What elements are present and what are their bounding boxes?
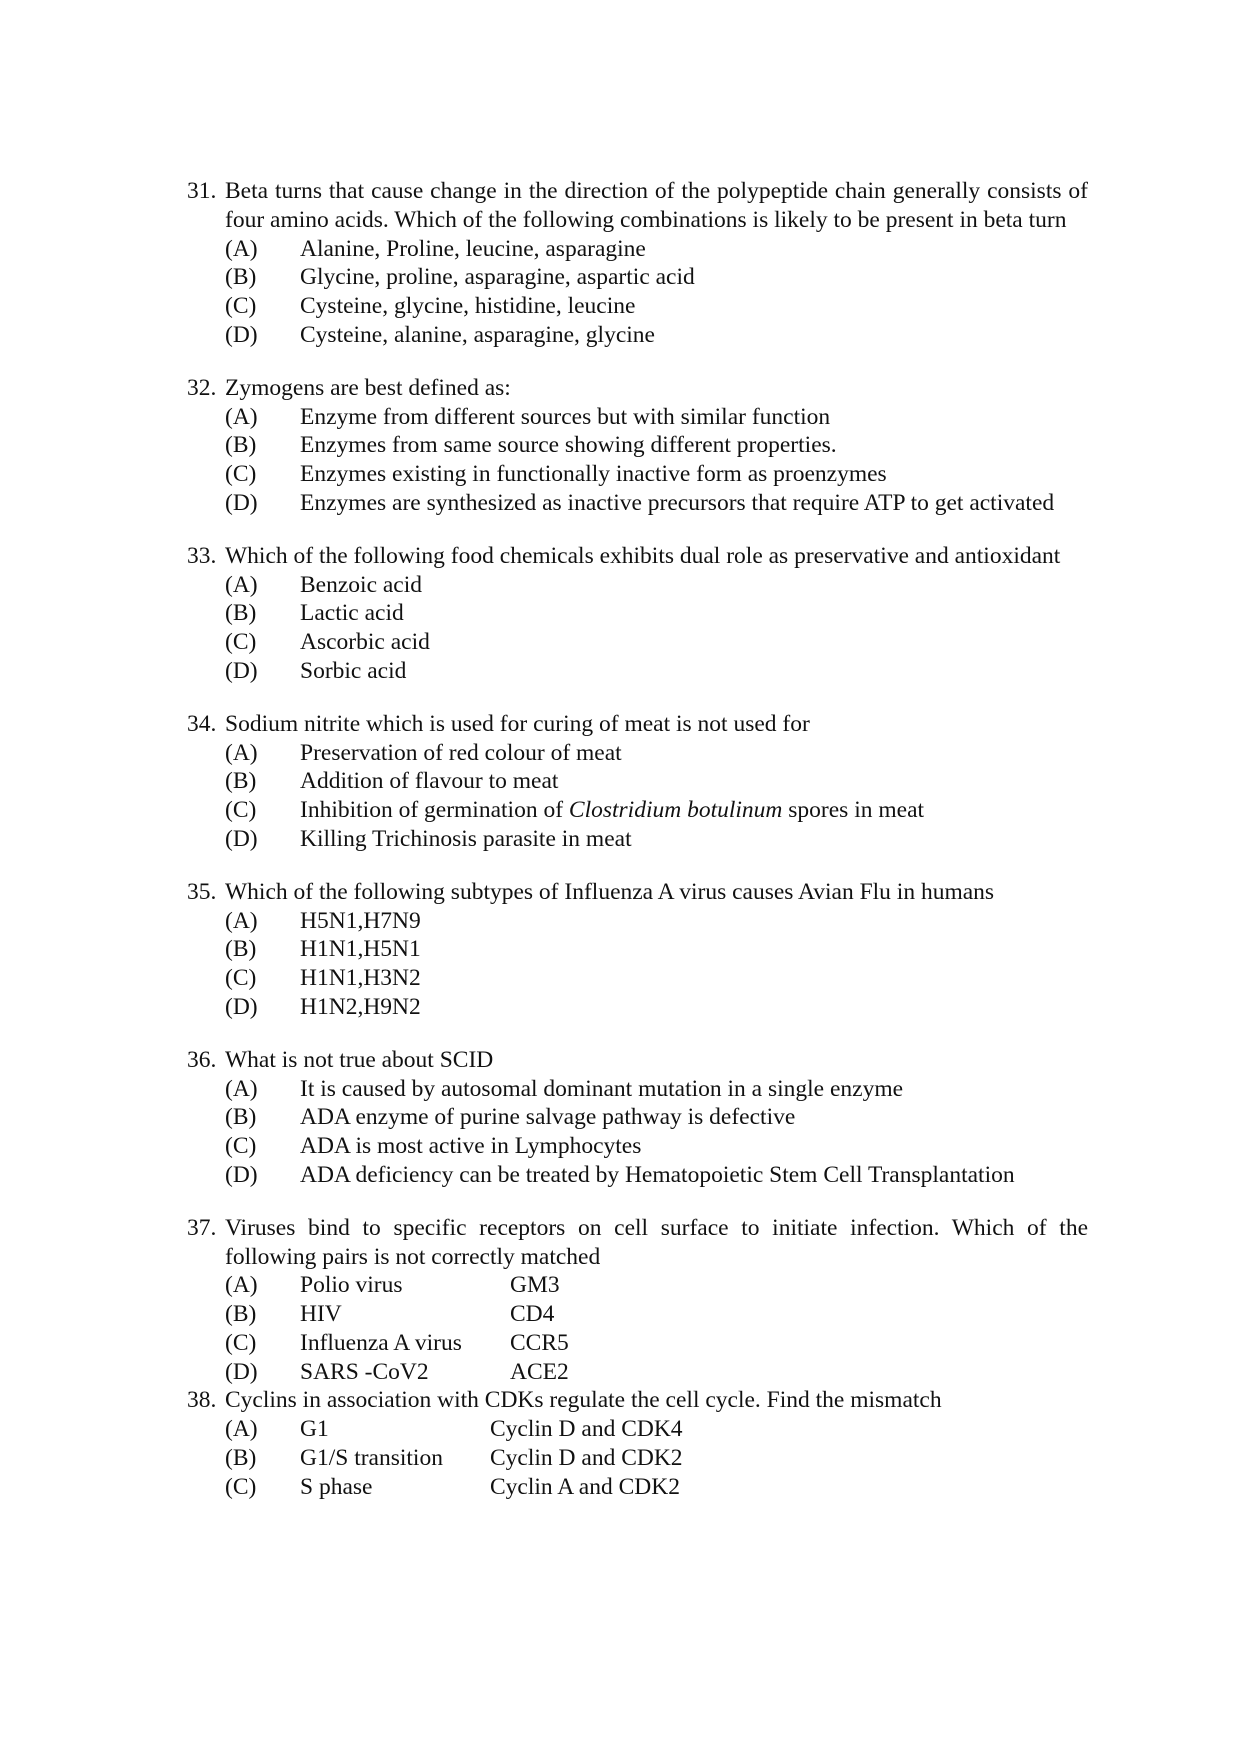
option-text xyxy=(300,1415,683,1444)
option-label: (D) xyxy=(225,825,258,852)
question-37 xyxy=(187,1214,1088,1387)
option-b xyxy=(187,431,1088,460)
question-number: 37. xyxy=(187,1214,217,1241)
option-text: Enzymes existing in functionally inactive form as proenzymes xyxy=(300,461,887,488)
option-a xyxy=(187,1415,1088,1444)
receptor-name: CCR5 xyxy=(510,1329,569,1356)
option-c xyxy=(187,628,1088,657)
option-text: Benzoic acid xyxy=(300,571,423,598)
option-text: Cysteine, glycine, histidine, leucine xyxy=(300,293,636,320)
option-text: Enzymes from same source showing different properties. xyxy=(300,432,837,459)
option-text xyxy=(300,1329,569,1358)
cyclin-cdk: Cyclin D and CDK2 xyxy=(490,1445,683,1472)
option-label: (A) xyxy=(225,403,258,430)
option-d xyxy=(187,489,1088,518)
option-label: (A) xyxy=(225,1416,258,1443)
option-text: Ascorbic acid xyxy=(300,629,430,656)
question-stem: Beta turns that cause change in the direction of the polypeptide chain generally consists of four amino acids. Which of the following combinations is likely to be present in beta turn xyxy=(225,178,1088,233)
option-label: (D) xyxy=(225,657,258,684)
option-label: (B) xyxy=(225,264,257,291)
receptor-name: ACE2 xyxy=(510,1358,569,1385)
option-text: Preservation of red colour of meat xyxy=(300,739,622,766)
option-c xyxy=(187,796,1088,825)
question-number: 38. xyxy=(187,1387,217,1414)
question-stem: Sodium nitrite which is used for curing of meat is not used for xyxy=(225,710,810,737)
question-34 xyxy=(187,710,1088,854)
option-text xyxy=(300,1300,554,1329)
question-number: 35. xyxy=(187,878,217,905)
option-a xyxy=(187,235,1088,264)
virus-name: SARS -CoV2 xyxy=(300,1358,429,1385)
option-label: (C) xyxy=(225,1473,257,1500)
question-stem: Viruses bind to specific receptors on cell surface to initiate infection. Which of the following pairs is not correctly matched xyxy=(225,1214,1088,1270)
option-b xyxy=(187,935,1088,964)
option-d xyxy=(187,993,1088,1022)
option-label: (C) xyxy=(225,461,257,488)
option-label: (A) xyxy=(225,739,258,766)
option-b xyxy=(187,1300,1088,1329)
option-text xyxy=(300,1358,569,1387)
option-label: (D) xyxy=(225,489,258,516)
option-c xyxy=(187,1132,1088,1161)
option-label: (B) xyxy=(225,1445,257,1472)
option-text: H1N2,H9N2 xyxy=(300,993,421,1020)
option-label: (B) xyxy=(225,936,257,963)
option-label: (B) xyxy=(225,1301,257,1328)
option-b xyxy=(187,599,1088,628)
virus-name: Influenza A virus xyxy=(300,1329,462,1356)
option-label: (A) xyxy=(225,571,258,598)
option-text: Alanine, Proline, leucine, asparagine xyxy=(300,235,646,262)
question-31 xyxy=(187,177,1088,350)
option-text: Cysteine, alanine, asparagine, glycine xyxy=(300,321,655,348)
question-33 xyxy=(187,542,1088,686)
option-text xyxy=(300,1444,683,1473)
option-text-before: Inhibition of germination of xyxy=(300,797,569,824)
question-38 xyxy=(187,1386,1088,1501)
question-stem: Cyclins in association with CDKs regulate the cell cycle. Find the mismatch xyxy=(225,1387,942,1414)
question-stem: Which of the following subtypes of Influenza A virus causes Avian Flu in humans xyxy=(225,878,995,905)
virus-name: HIV xyxy=(300,1301,342,1328)
species-name: Clostridium botulinum xyxy=(568,797,783,824)
option-text: ADA deficiency can be treated by Hematopoietic Stem Cell Transplantation xyxy=(300,1161,1015,1188)
option-label: (A) xyxy=(225,907,258,934)
question-number: 36. xyxy=(187,1046,217,1073)
virus-name: Polio virus xyxy=(300,1272,403,1299)
option-text xyxy=(300,1271,560,1300)
option-label: (C) xyxy=(225,1329,257,1356)
option-text: H1N1,H3N2 xyxy=(300,965,421,992)
option-b xyxy=(187,1444,1088,1473)
option-c xyxy=(187,964,1088,993)
option-label: (A) xyxy=(225,1272,258,1299)
option-b xyxy=(187,263,1088,292)
option-label: (D) xyxy=(225,321,258,348)
option-label: (D) xyxy=(225,993,258,1020)
option-a xyxy=(187,571,1088,600)
option-a xyxy=(187,739,1088,768)
option-text: Killing Trichinosis parasite in meat xyxy=(300,825,632,852)
option-c xyxy=(187,292,1088,321)
option-c xyxy=(187,1329,1088,1358)
option-text: H5N1,H7N9 xyxy=(300,907,421,934)
option-text: Enzymes are synthesized as inactive precursors that require ATP to get activated xyxy=(300,489,1055,516)
receptor-name: CD4 xyxy=(510,1301,555,1328)
question-32 xyxy=(187,374,1088,518)
option-label: (A) xyxy=(225,235,258,262)
option-label: (D) xyxy=(225,1161,258,1188)
question-35 xyxy=(187,878,1088,1022)
option-text xyxy=(300,796,924,825)
option-text: Sorbic acid xyxy=(300,657,407,684)
option-d xyxy=(187,657,1088,686)
option-a xyxy=(187,1271,1088,1300)
question-stem: Which of the following food chemicals exhibits dual role as preservative and antioxidant xyxy=(225,542,1061,569)
receptor-name: GM3 xyxy=(510,1272,560,1299)
cyclin-cdk: Cyclin A and CDK2 xyxy=(490,1473,680,1500)
option-label: (D) xyxy=(225,1358,258,1385)
option-text: It is caused by autosomal dominant mutation in a single enzyme xyxy=(300,1075,904,1102)
option-text: ADA is most active in Lymphocytes xyxy=(300,1133,642,1160)
cyclin-cdk: Cyclin D and CDK4 xyxy=(490,1416,683,1443)
option-a xyxy=(187,1075,1088,1104)
option-label: (C) xyxy=(225,965,257,992)
option-text: ADA enzyme of purine salvage pathway is defective xyxy=(300,1104,796,1131)
option-label: (C) xyxy=(225,1133,257,1160)
option-label: (B) xyxy=(225,1104,257,1131)
option-text xyxy=(300,1473,680,1502)
option-a xyxy=(187,907,1088,936)
option-c xyxy=(187,460,1088,489)
option-label: (B) xyxy=(225,768,257,795)
option-text: Glycine, proline, asparagine, aspartic acid xyxy=(300,264,695,291)
question-36 xyxy=(187,1046,1088,1190)
option-c xyxy=(187,1473,1088,1502)
option-label: (A) xyxy=(225,1075,258,1102)
option-label: (B) xyxy=(225,600,257,627)
question-list xyxy=(187,177,1088,1526)
option-d xyxy=(187,1358,1088,1387)
cell-cycle-phase: G1 xyxy=(300,1416,329,1443)
option-label: (B) xyxy=(225,432,257,459)
option-a xyxy=(187,403,1088,432)
option-d xyxy=(187,321,1088,350)
option-d xyxy=(187,825,1088,854)
question-number: 33. xyxy=(187,542,217,569)
cell-cycle-phase: G1/S transition xyxy=(300,1445,443,1472)
cell-cycle-phase: S phase xyxy=(300,1473,373,1500)
option-b xyxy=(187,767,1088,796)
question-number: 31. xyxy=(187,178,217,204)
question-number: 32. xyxy=(187,374,217,401)
option-text: Lactic acid xyxy=(300,600,404,627)
option-text-after: spores in meat xyxy=(782,797,925,824)
option-d xyxy=(187,1161,1088,1190)
option-b xyxy=(187,1103,1088,1132)
option-text: H1N1,H5N1 xyxy=(300,936,421,963)
question-number: 34. xyxy=(187,710,217,737)
question-stem: What is not true about SCID xyxy=(225,1046,494,1073)
option-label: (C) xyxy=(225,629,257,656)
option-label: (C) xyxy=(225,797,257,824)
option-text: Addition of flavour to meat xyxy=(300,768,559,795)
question-stem: Zymogens are best defined as: xyxy=(225,374,511,401)
option-label: (C) xyxy=(225,293,257,320)
option-text: Enzyme from different sources but with similar function xyxy=(300,403,831,430)
